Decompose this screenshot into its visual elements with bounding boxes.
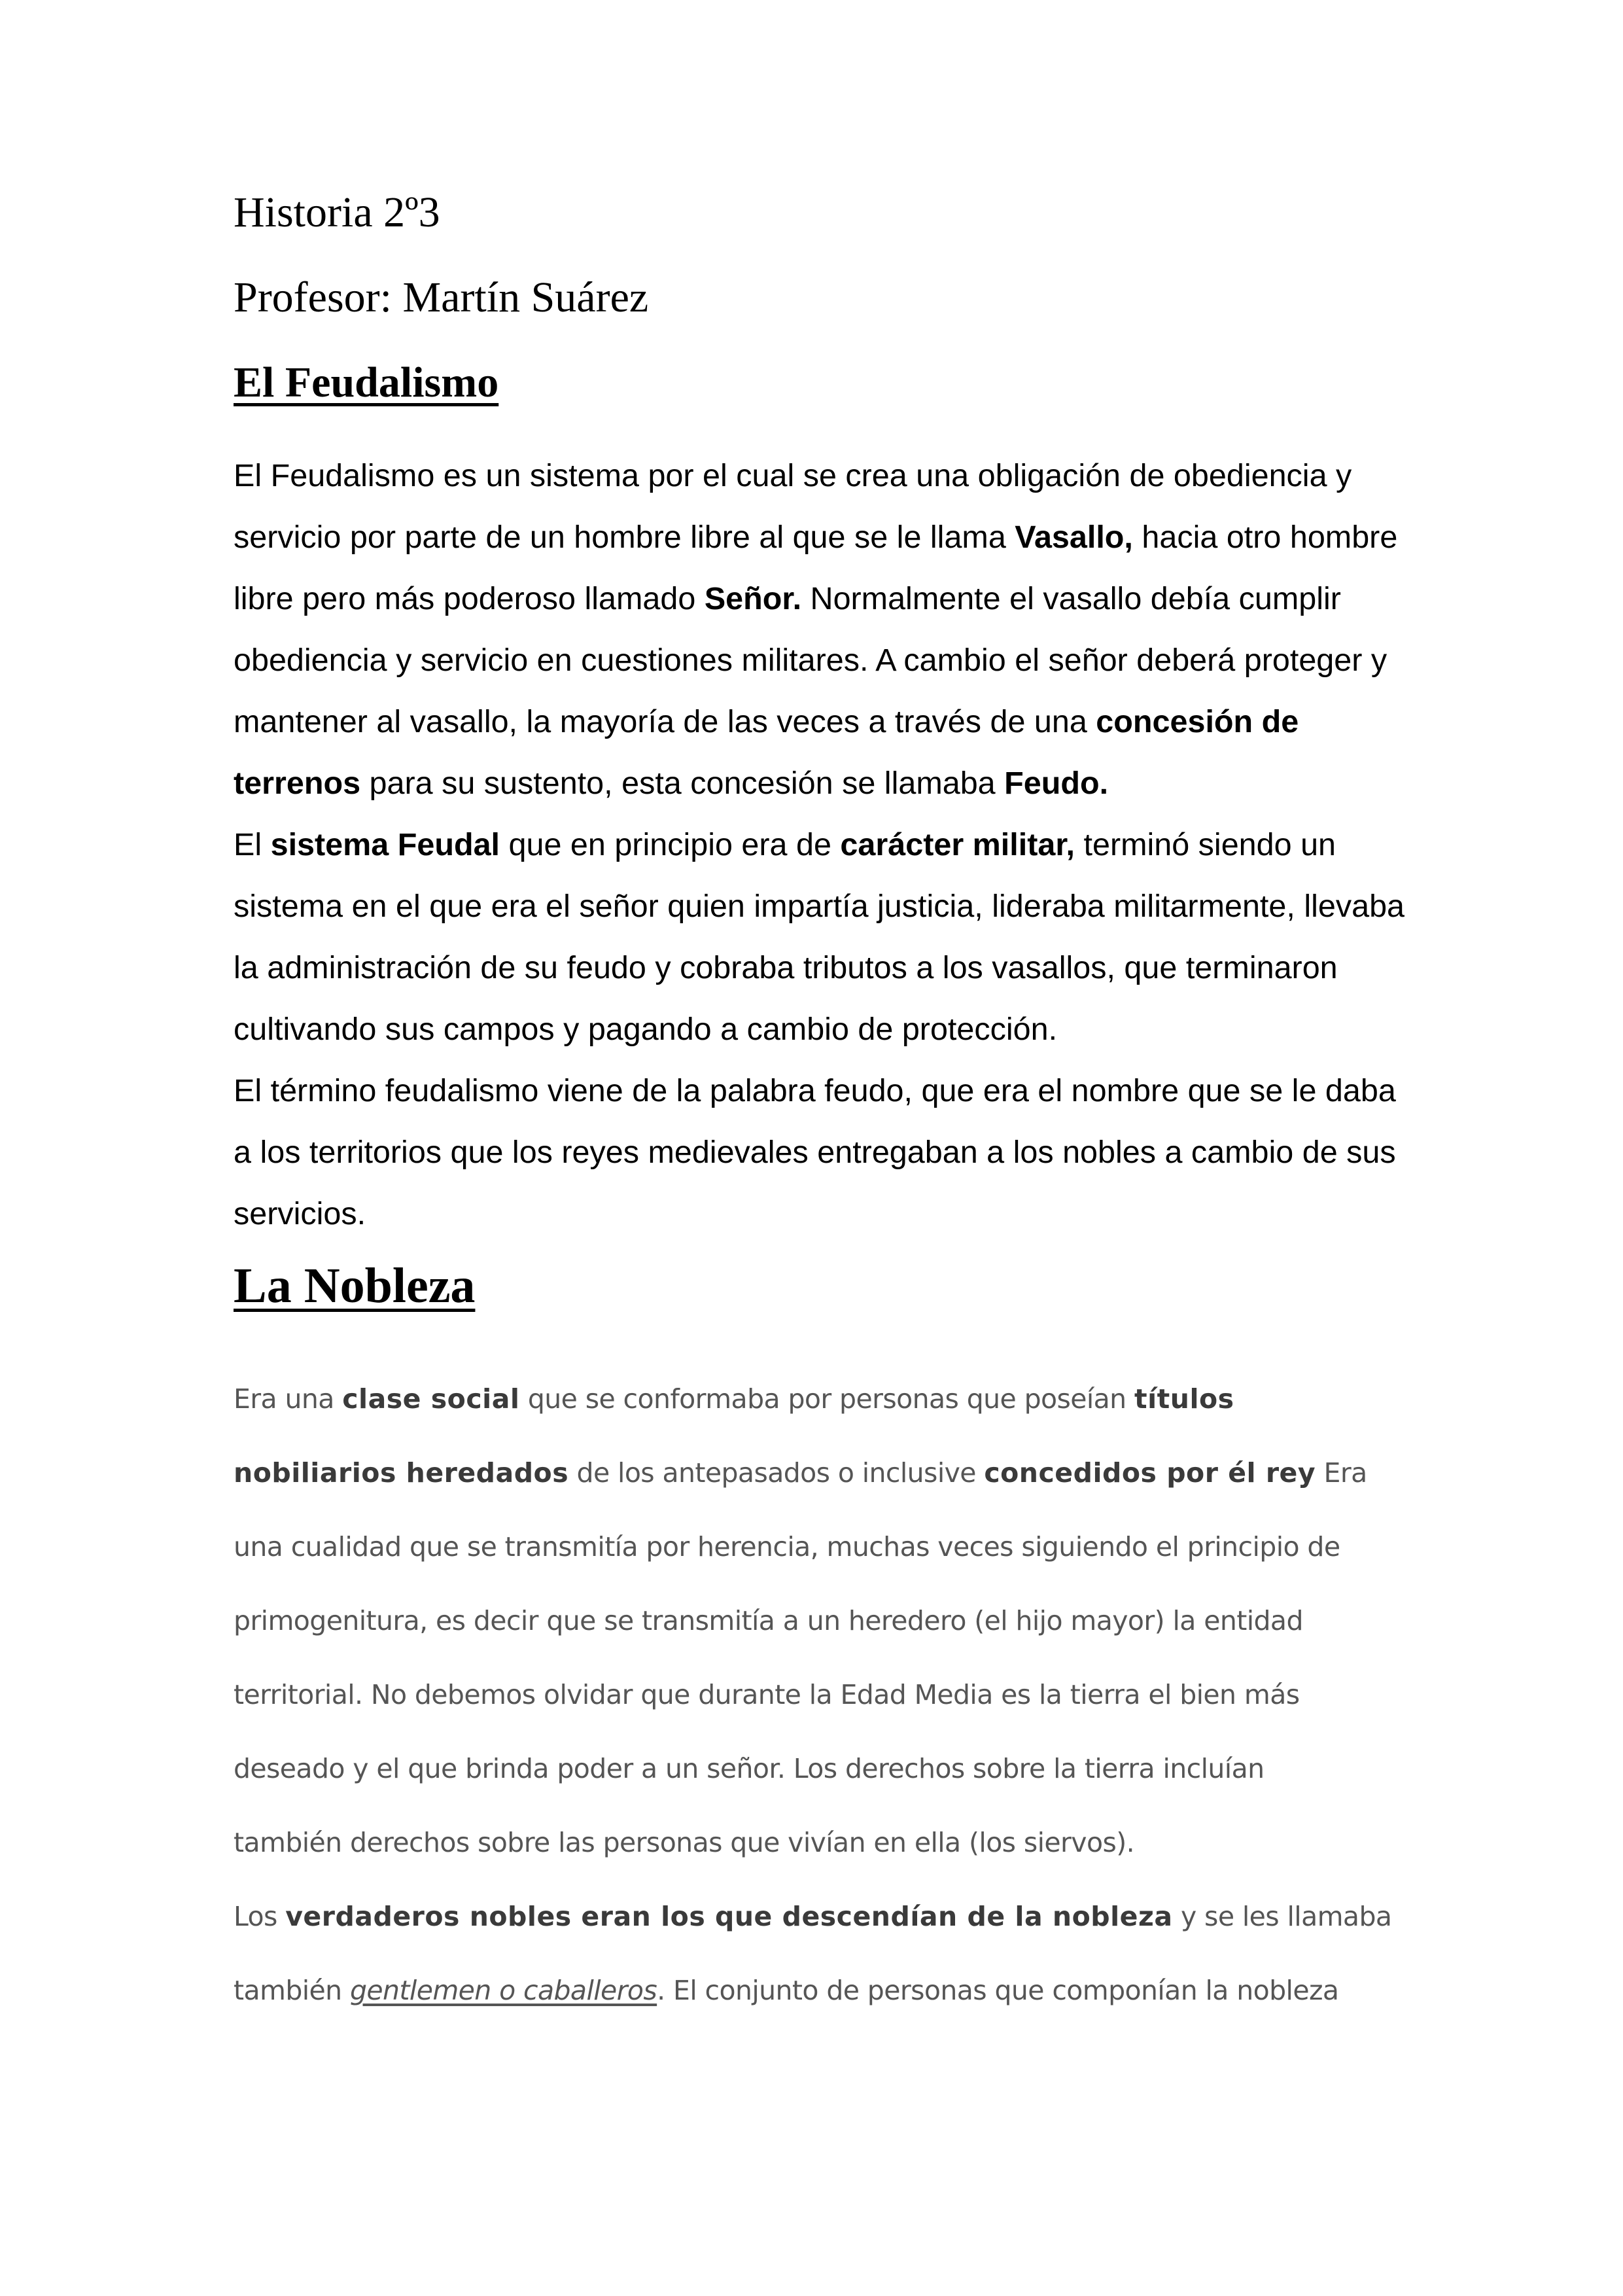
text-span: deseado y el que brinda poder a un señor. Los derechos sobre la tierra incluían: [234, 1753, 1265, 1784]
text-line: [234, 998, 1411, 1060]
text-span: El: [234, 827, 271, 862]
feudalismo-body: [234, 445, 1411, 1245]
paragraph-nobleza-definition: [234, 1362, 1411, 1880]
text-line: [234, 1880, 1411, 1954]
text-span: también: [234, 1975, 350, 2006]
text-line: [234, 1806, 1411, 1880]
text-span: Normalmente el vasallo debía cumplir: [801, 581, 1341, 616]
paragraph-etymology: [234, 1060, 1411, 1245]
text-span: a los territorios que los reyes medievales entregaban a los nobles a cambio de sus: [234, 1135, 1396, 1170]
text-line: [234, 1954, 1411, 2028]
text-line: [234, 814, 1411, 875]
text-span: servicios.: [234, 1196, 366, 1231]
section-heading-feudalismo: El Feudalismo: [234, 359, 499, 406]
text-line: [234, 875, 1411, 937]
text-line: [234, 1658, 1411, 1732]
text-span: terminó siendo un: [1075, 827, 1336, 862]
bold-term-sistema-feudal: sistema Feudal: [270, 827, 500, 862]
text-span: servicio por parte de un hombre libre al que se le llama: [234, 520, 1015, 555]
text-line: [234, 752, 1411, 814]
text-line: [234, 691, 1411, 752]
text-span: territorial. No debemos olvidar que durante la Edad Media es la tierra el bien más: [234, 1679, 1300, 1710]
document-content: [234, 186, 1411, 2028]
text-span: sistema en el que era el señor quien impartía justicia, lideraba militarmente, llevaba: [234, 889, 1405, 924]
text-span: también derechos sobre las personas que vivían en ella (los siervos).: [234, 1827, 1135, 1858]
text-span: una cualidad que se transmitía por herencia, muchas veces siguiendo el principio de: [234, 1531, 1340, 1563]
bold-term-verdaderos-nobles: verdaderos nobles eran los que descendían de la nobleza: [285, 1901, 1173, 1932]
bold-term-concesion: concesión de: [1096, 704, 1299, 739]
bold-term-titulos: títulos: [1134, 1383, 1234, 1415]
text-line: [234, 1183, 1411, 1245]
text-span: mantener al vasallo, la mayoría de las veces a través de una: [234, 704, 1096, 739]
text-span: Era: [1316, 1457, 1367, 1489]
text-span: Era una: [234, 1383, 343, 1415]
text-line: [234, 568, 1411, 629]
text-span: El Feudalismo es un sistema por el cual se crea una obligación de obediencia y: [234, 458, 1352, 493]
text-span: hacia otro hombre: [1132, 520, 1398, 555]
bold-term-terrenos: terrenos: [234, 766, 361, 801]
text-line: [234, 445, 1411, 506]
text-line: [234, 1732, 1411, 1806]
course-title: Historia 2º3: [234, 188, 440, 236]
text-span: . El conjunto de personas que componían la nobleza: [657, 1975, 1339, 2006]
text-span: Los: [234, 1901, 286, 1932]
bold-term-clase-social: clase social: [342, 1383, 520, 1415]
text-span: para su sustento, esta concesión se llamaba: [360, 766, 1005, 801]
paragraph-feudal-system: [234, 814, 1411, 1060]
text-line: [234, 1436, 1411, 1510]
italic-term-gentlemen: gentlemen o caballeros: [350, 1975, 657, 2006]
bold-term-vasallo: Vasallo,: [1015, 520, 1133, 555]
text-span: de los antepasados o inclusive: [568, 1457, 985, 1489]
bold-term-concedidos-por-el-rey: concedidos por él rey: [984, 1457, 1316, 1489]
text-line: [234, 1122, 1411, 1183]
paragraph-true-nobles: [234, 1880, 1411, 2028]
text-span: y se les llamaba: [1172, 1901, 1392, 1932]
text-line: [234, 506, 1411, 568]
text-span: obediencia y servicio en cuestiones militares. A cambio el señor deberá proteger y: [234, 643, 1387, 678]
text-line: [234, 1060, 1411, 1122]
text-span: El término feudalismo viene de la palabra feudo, que era el nombre que se le daba: [234, 1073, 1396, 1108]
teacher-name: Profesor: Martín Suárez: [234, 274, 649, 321]
paragraph-feudalismo-definition: [234, 445, 1411, 814]
section-heading-nobleza: La Nobleza: [234, 1258, 476, 1313]
text-line: [234, 1362, 1411, 1436]
text-span: que se conformaba por personas que poseían: [519, 1383, 1135, 1415]
text-line: [234, 937, 1411, 998]
bold-term-caracter-militar: carácter militar,: [840, 827, 1075, 862]
nobleza-body: [234, 1362, 1411, 2028]
text-span: primogenitura, es decir que se transmitía a un heredero (el hijo mayor) la entidad: [234, 1605, 1303, 1636]
text-line: [234, 629, 1411, 691]
text-span: cultivando sus campos y pagando a cambio de protección.: [234, 1012, 1058, 1047]
text-line: [234, 1510, 1411, 1584]
text-span: la administración de su feudo y cobraba tributos a los vasallos, que terminaron: [234, 950, 1338, 985]
text-span: que en principio era de: [500, 827, 841, 862]
text-span: libre pero más poderoso llamado: [234, 581, 705, 616]
bold-term-senor: Señor.: [704, 581, 802, 616]
bold-term-feudo: Feudo.: [1004, 766, 1109, 801]
bold-term-nobiliarios-heredados: nobiliarios heredados: [234, 1457, 569, 1489]
text-line: [234, 1584, 1411, 1658]
